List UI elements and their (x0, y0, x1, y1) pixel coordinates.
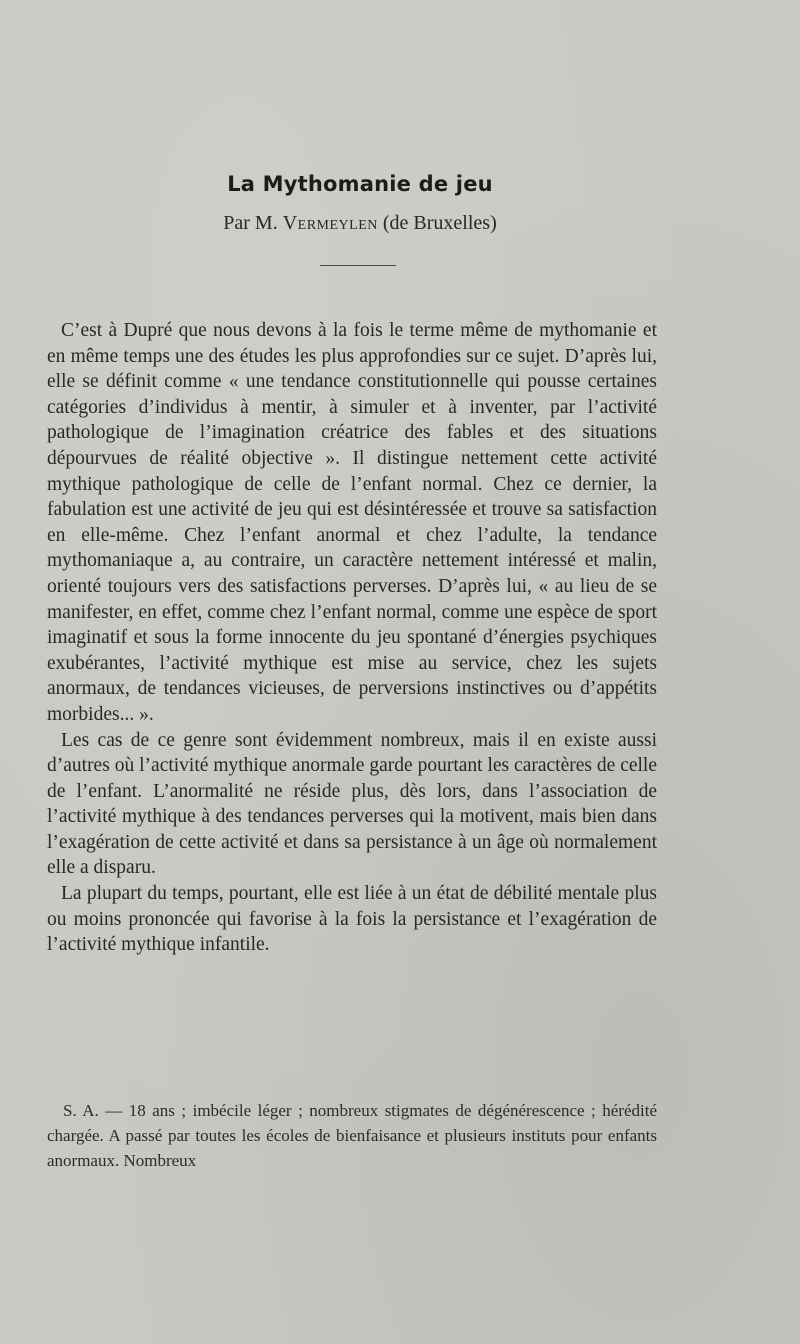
byline-prefix: Par M. (223, 212, 278, 234)
article-byline (0, 212, 720, 235)
case-note (47, 1098, 657, 1173)
article-title: La Mythomanie de jeu (227, 172, 493, 197)
byline-author: Vermeylen (282, 212, 378, 234)
title-divider (320, 265, 396, 266)
article-body (47, 318, 657, 958)
case-note-text: S. A. — 18 ans ; imbécile léger ; nombreux stigmates de dégénérescence ; hérédité chargée. A passé par toutes les écoles de bienfaisance et plusieurs instituts pour enfants anormaux. Nombreux (47, 1101, 657, 1170)
paragraph: La plupart du temps, pourtant, elle est liée à un état de débilité mentale plus ou moins prononcée qui favorise à la fois la persistance et l’exagération de l’activité mythique infantile. (47, 883, 657, 956)
byline-suffix: (de Bruxelles) (382, 212, 497, 234)
paragraph: C’est à Dupré que nous devons à la fois le terme même de mythomanie et en même temps une des études les plus approfondies sur ce sujet. D’après lui, elle se définit comme « une tendance constitutionnelle qui pousse certaines catégories d’individus à mentir, à simuler et à inventer, par l’activité pathologique de l’imagination créatrice des fables et des situations dépourvues de réalité objective ». Il distingue nettement cette activité mythique pathologique de celle de l’enfant normal. Chez ce dernier, la fabulation est une activité de jeu qui est désintéressée et trouve sa satisfaction en elle-même. Chez l’enfant anormal et chez l’adulte, la tendance mythomaniaque a, au contraire, un caractère nettement intéressé et malin, orienté toujours vers des satisfactions perverses. D’après lui, « au lieu de se manifester, en effet, comme chez l’enfant normal, comme une espèce de sport imaginatif et sous la forme innocente du jeu spontané d’énergies psychiques exubérantes, l’activité mythique est mise au service, chez les sujets anormaux, de tendances vicieuses, de perversions instinctives ou d’appétits morbides... ». (47, 320, 657, 725)
paragraph: Les cas de ce genre sont évidemment nombreux, mais il en existe aussi d’autres où l’activité mythique anormale garde pourtant les caractères de celle de l’enfant. L’anormalité ne réside plus, dès lors, dans l’association de l’activité mythique à des tendances perverses qui la motivent, mais bien dans l’exagération de cette activité et dans sa persistance à un âge où normalement elle a disparu. (47, 729, 657, 879)
